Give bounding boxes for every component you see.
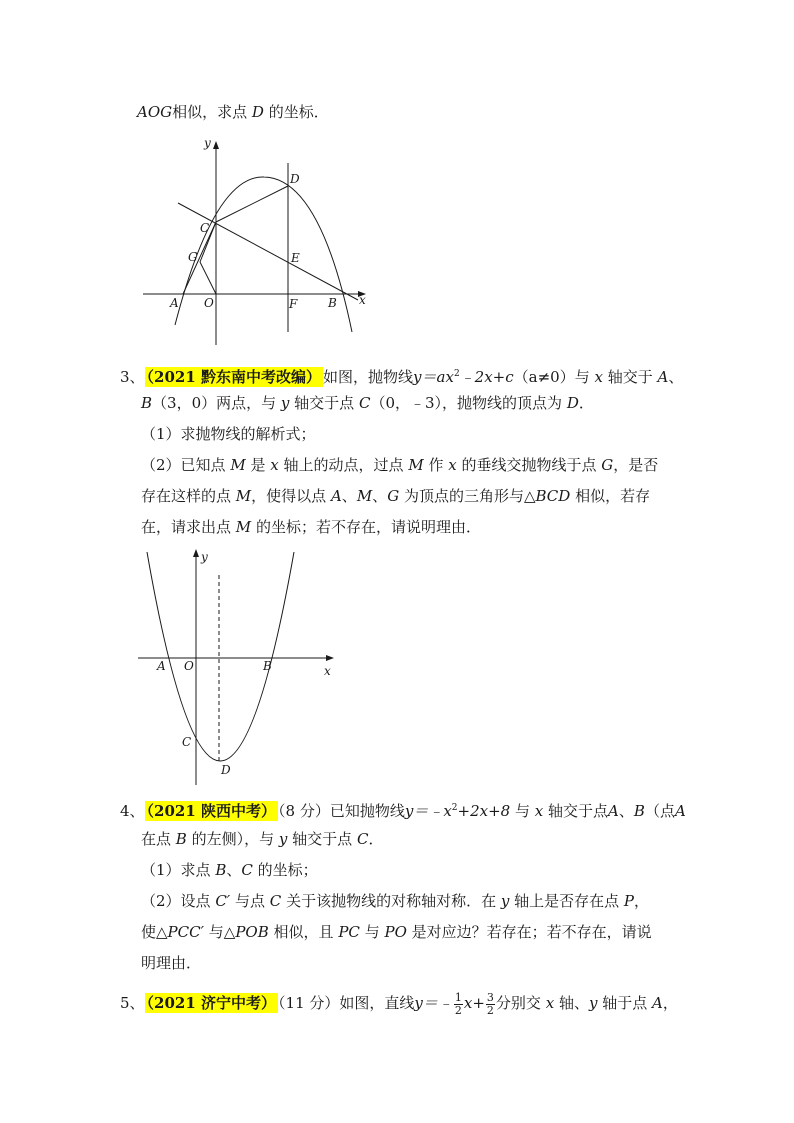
var: A [330,487,342,505]
text: 关于该抛物线的对称轴对称．在 [286,892,497,910]
text: 轴交于点 [292,830,353,848]
q4-source-tag: （2021 陕西中考） [146,802,277,820]
label: AOG [137,103,173,121]
text: 的坐标． [268,103,329,121]
var: C [358,394,371,412]
var: A [674,802,686,820]
text: 与△ [208,923,236,941]
var: POB [235,923,269,941]
var: M [235,518,252,536]
text: 的垂线交抛物线于点 [461,456,597,474]
var: C [241,861,253,879]
var: G [601,456,614,474]
text: 轴、 [558,994,589,1012]
text: （2）已知点 [141,456,226,474]
q3-line-2 [141,393,594,413]
var: C [356,830,369,848]
var: x [448,456,457,474]
q3-line-3: （1）求抛物线的解析式； [141,425,316,443]
label-a: A [170,296,179,310]
text: 轴于点 [602,994,648,1012]
figure-2 [135,545,340,785]
equation: y＝﹣ [414,994,453,1012]
label-x: x [359,293,366,307]
var: B [141,394,153,412]
text: 、 [226,861,242,879]
q3-number: 3、 [120,368,145,386]
fraction [454,992,463,1017]
text: 作 [428,456,444,474]
numerator: 3 [486,990,494,1004]
var: B [175,830,187,848]
text: （3，0）两点，与 [152,394,277,412]
var: x [594,368,603,386]
var: PC [338,923,360,941]
text: ． [578,394,594,412]
label-x: x [324,664,331,678]
text: 轴上是否存在点 [514,892,620,910]
numerator: 1 [454,990,462,1004]
text: 是 [250,456,266,474]
text: 为顶点的三角形与△ [403,487,536,505]
var: M [408,456,424,474]
text: 轴上的动点，过点 [283,456,404,474]
text: 、 [618,802,634,820]
text: 存在这样的点 [141,487,232,505]
label-o: O [204,296,214,310]
text: 轴交于 [607,368,653,386]
q4-line-2 [141,829,383,849]
text: ， [662,994,678,1012]
line-cd [216,186,288,222]
x-arrow [326,655,334,661]
label-f: F [289,297,298,311]
text: （11 分）如图，直线 [278,994,415,1012]
var: A [608,802,619,820]
q5-number: 5、 [120,994,145,1012]
equation: +2x+8 [457,802,511,820]
q3-line-4 [141,455,658,475]
var: y [500,892,510,910]
sup: 2 [453,369,460,379]
label-d: D [221,763,231,777]
text: 相似，若存 [575,487,651,505]
equation: ﹣2x+c [459,368,514,386]
text: 、 [372,487,388,505]
text: 、 [341,487,357,505]
text: ，是否 [613,456,659,474]
q5-source-tag: （2021 济宁中考） [146,994,277,1012]
var: B [215,861,227,879]
text: 与 [364,923,380,941]
q3-line-6 [141,517,481,537]
text: （0，﹣3），抛物线的顶点为 [370,394,563,412]
label-y: y [201,550,208,564]
text: 的左侧），与 [191,830,275,848]
text: 相似，求点 [172,103,248,121]
var: G [387,487,400,505]
var: y [280,394,290,412]
label-b: B [263,659,272,673]
var: C′ [215,892,231,910]
denominator: 2 [454,1003,462,1017]
var: x [534,802,544,820]
label-e: E [291,251,300,265]
text: 轴交于点 [294,394,355,412]
label-c: C [200,221,210,235]
var: M [356,487,373,505]
text: ， [634,892,650,910]
text-line [137,102,329,122]
label: D [251,103,264,121]
label-b: B [328,296,337,310]
text: 分别交 [495,994,541,1012]
var: P [623,892,635,910]
var: M [235,487,252,505]
var: x [270,456,279,474]
var: A [657,368,669,386]
var: M [230,456,246,474]
q4-line-5 [141,922,652,942]
q4-line-1 [120,798,686,821]
var: PCC′ [167,923,204,941]
var: A [652,994,663,1012]
text: 在，请求出点 [141,518,232,536]
var: B [633,802,645,820]
figure-1 [140,135,370,345]
text: 在点 [141,830,172,848]
y-arrow [193,549,199,557]
q4-line-6: 明理由． [141,954,202,972]
text: （a≠0）与 [513,368,590,386]
var: PO [384,923,407,941]
line-cb [178,203,358,300]
var: y [278,830,288,848]
sup: 2 [451,803,458,813]
text: 如图，抛物线 [323,368,414,386]
text: 的坐标； [257,861,318,879]
y-arrow [213,141,219,149]
q4-number: 4、 [120,802,145,820]
text: 与 [514,802,530,820]
text: 与点 [235,892,266,910]
q3-source-tag: （2021 黔东南中考改编） [146,368,322,386]
text: 、 [668,368,684,386]
text: 使△ [141,923,168,941]
text: 相似，且 [273,923,334,941]
q4-line-3 [141,860,318,880]
q3-line-1 [120,364,683,387]
label-o: O [184,659,194,673]
q5-line-1 [120,988,678,1018]
text: ． [368,830,384,848]
text: 轴交于点 [548,802,609,820]
text: 的坐标；若不存在，请说明理由． [255,518,481,536]
var: y [588,994,598,1012]
var: D [566,394,579,412]
equation: y＝ax [413,368,454,386]
text: （8 分）已知抛物线 [278,802,405,820]
text: 是对应边？若存在；若不存在，请说 [411,923,652,941]
line-go [200,262,216,294]
var: C [269,892,282,910]
text: （点 [644,802,675,820]
label-g: G [188,250,198,264]
fraction [486,992,495,1017]
text: ，使得以点 [251,487,327,505]
q4-line-4 [141,891,649,911]
var: BCD [535,487,571,505]
label-c: C [182,735,192,749]
label-d: D [290,172,300,186]
var: x [545,994,555,1012]
q3-line-5 [141,486,650,506]
label-y: y [204,136,211,150]
text: （2）设点 [141,892,211,910]
equation: y＝﹣x [404,802,452,820]
parabola [147,552,294,761]
denominator: 2 [486,1003,494,1017]
text: （1）求点 [141,861,211,879]
label-a: A [157,659,166,673]
equation: x+ [463,994,485,1012]
